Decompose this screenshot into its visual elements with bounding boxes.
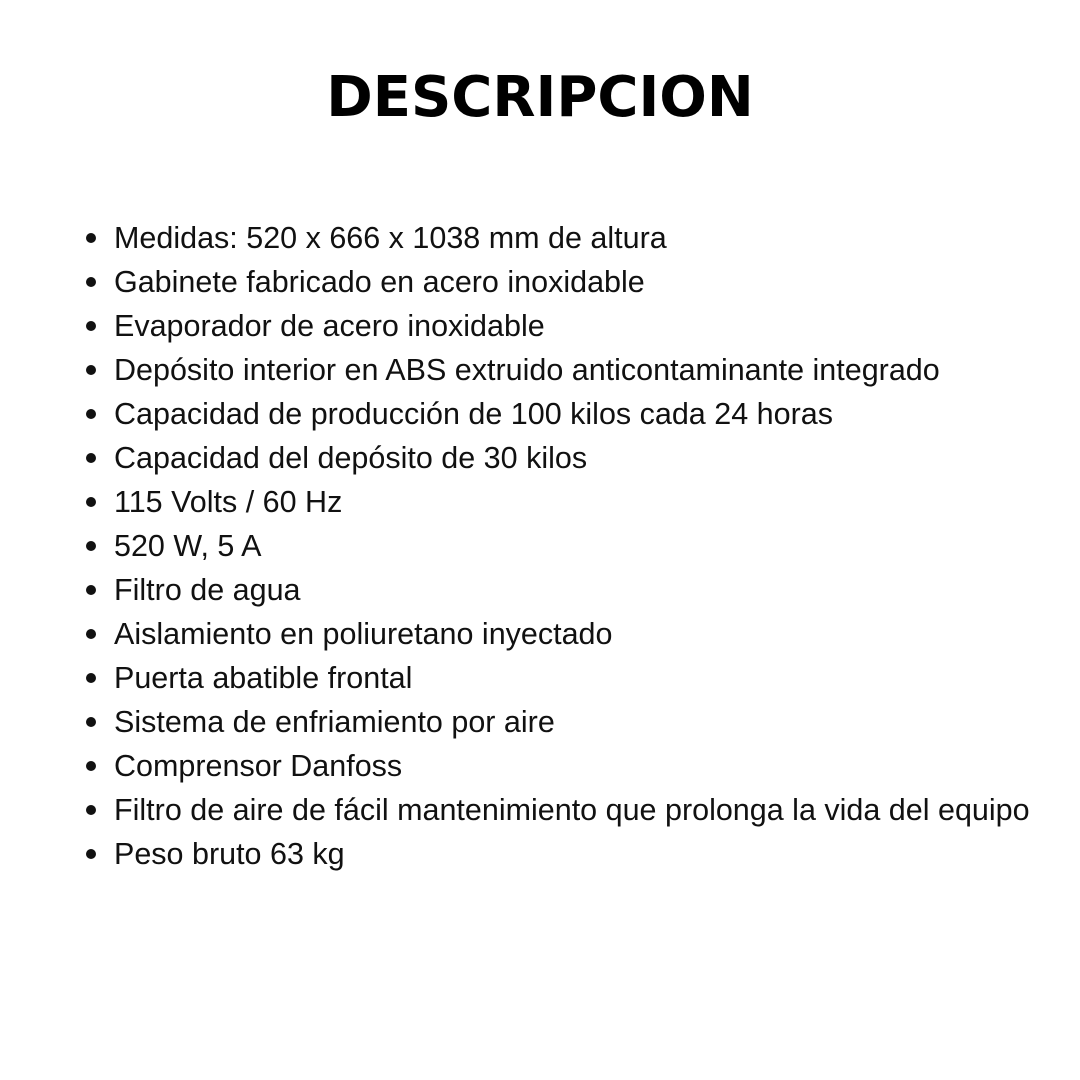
list-item	[82, 436, 1042, 480]
list-item-text: Puerta abatible frontal	[114, 661, 413, 695]
list-item-text: Depósito interior en ABS extruido anticontaminante integrado	[114, 353, 940, 387]
list-item-text: Gabinete fabricado en acero inoxidable	[114, 265, 645, 299]
bullet-icon	[86, 805, 96, 815]
list-item	[82, 788, 1042, 832]
list-item-text: Peso bruto 63 kg	[114, 837, 345, 871]
list-item	[82, 832, 1042, 876]
bullet-icon	[86, 321, 96, 331]
bullet-icon	[86, 585, 96, 595]
features-list	[82, 216, 1042, 876]
bullet-icon	[86, 673, 96, 683]
bullet-icon	[86, 541, 96, 551]
bullet-icon	[86, 453, 96, 463]
list-item-text: Aislamiento en poliuretano inyectado	[114, 617, 613, 651]
list-item-text: Filtro de aire de fácil mantenimiento que prolonga la vida del equipo	[114, 793, 1030, 827]
bullet-icon	[86, 629, 96, 639]
bullet-icon	[86, 717, 96, 727]
list-item	[82, 260, 1042, 304]
bullet-icon	[86, 497, 96, 507]
bullet-icon	[86, 849, 96, 859]
list-item	[82, 304, 1042, 348]
list-item-text: Sistema de enfriamiento por aire	[114, 705, 555, 739]
bullet-icon	[86, 277, 96, 287]
list-item	[82, 656, 1042, 700]
list-item-text: Medidas: 520 x 666 x 1038 mm de altura	[114, 221, 667, 255]
list-item	[82, 524, 1042, 568]
list-item-text: Filtro de agua	[114, 573, 301, 607]
list-item	[82, 392, 1042, 436]
list-item	[82, 480, 1042, 524]
list-item	[82, 612, 1042, 656]
list-item	[82, 348, 1042, 392]
list-item-text: Evaporador de acero inoxidable	[114, 309, 545, 343]
page-title: DESCRIPCION	[326, 65, 754, 130]
list-item	[82, 568, 1042, 612]
bullet-icon	[86, 233, 96, 243]
list-item-text: 115 Volts / 60 Hz	[114, 485, 343, 519]
bullet-icon	[86, 409, 96, 419]
list-item	[82, 216, 1042, 260]
bullet-icon	[86, 761, 96, 771]
list-item	[82, 744, 1042, 788]
list-item-text: Capacidad del depósito de 30 kilos	[114, 441, 588, 475]
list-item	[82, 700, 1042, 744]
list-item-text: Capacidad de producción de 100 kilos cada 24 horas	[114, 397, 833, 431]
list-item-text: 520 W, 5 A	[114, 529, 262, 563]
list-item-text: Comprensor Danfoss	[114, 749, 403, 783]
bullet-icon	[86, 365, 96, 375]
